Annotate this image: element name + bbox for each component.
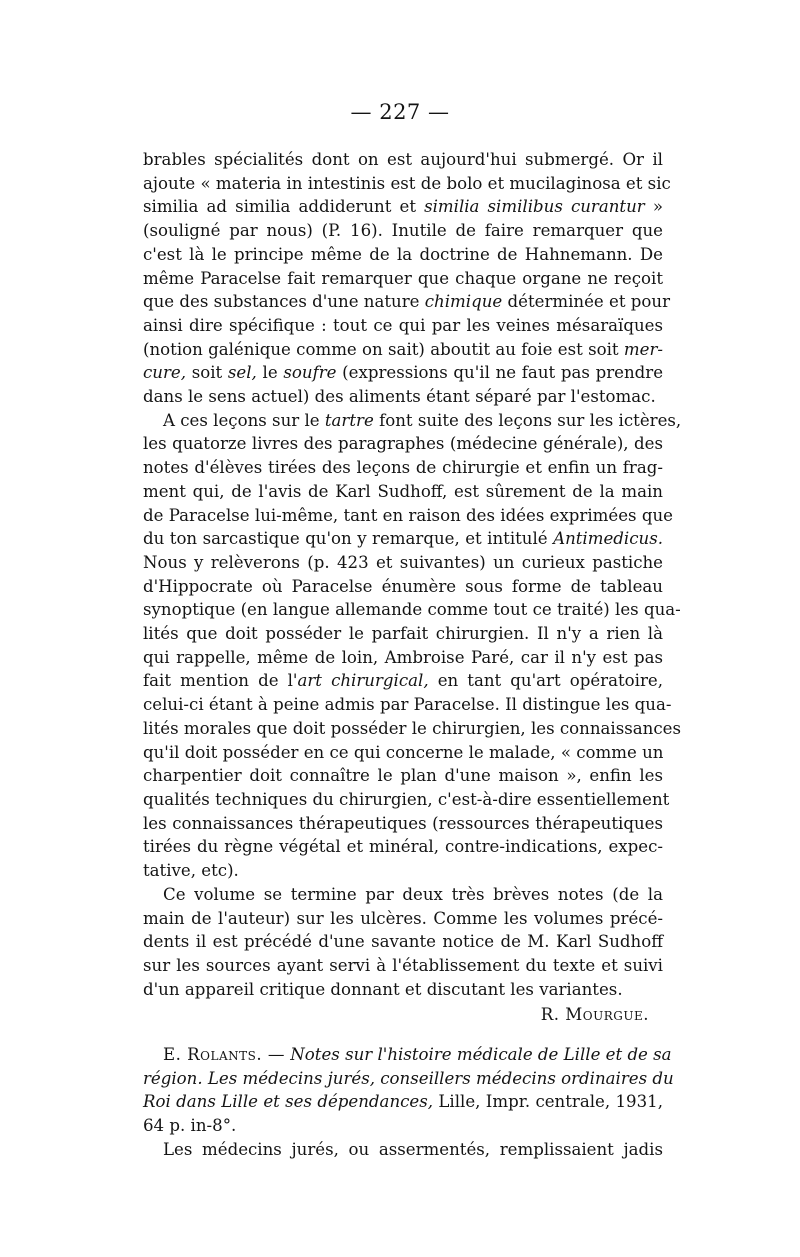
text-span: similia ad similia addiderunt et — [143, 197, 416, 217]
text-line: ajoute « materia in intestinis est de bolo et mucilaginosa et sic — [143, 173, 671, 193]
text-line: main de l'auteur) sur les ulcères. Comme les volumes précé- — [143, 908, 663, 928]
text-line: qu'il doit posséder en ce qui concerne le malade, « comme un — [143, 742, 664, 762]
paragraph — [143, 409, 682, 883]
text-line: (souligné par nous) (P. 16). Inutile de faire remarquer que — [143, 221, 663, 241]
italic-span: tartre — [324, 410, 374, 430]
text-line — [143, 195, 663, 219]
text-line — [143, 338, 663, 362]
italic-span: soufre — [283, 363, 337, 383]
text-line: Nous y relèverons (p. 423 et suivantes) un curieux pastiche — [143, 552, 663, 572]
text-line: même Paracelse fait remarquer que chaque organe ne reçoit — [143, 268, 663, 288]
text-line: ment qui, de l'avis de Karl Sudhoff, est sûrement de la main — [143, 481, 663, 501]
text-line: qui rappelle, même de loin, Ambroise Paré, car il n'y est pas — [143, 647, 663, 667]
italic-span: sel, — [227, 363, 257, 383]
text-line: celui-ci étant à peine admis par Paracelse. Il distingue les qua- — [143, 695, 672, 715]
text-line: charpentier doit connaître le plan d'une maison », enfin les — [143, 766, 663, 786]
text-line: dents il est précédé d'une savante notice de M. Karl Sudhoff — [143, 932, 663, 952]
author-name: E. Rolants. — — [163, 1045, 285, 1065]
text-line — [143, 409, 682, 433]
text-line: synoptique (en langue allemande comme tout ce traité) les qua- — [143, 600, 681, 620]
signature: R. Mourgue. — [540, 1005, 649, 1025]
text-line: lités morales que doit posséder le chirurgien, les connaissances — [143, 718, 681, 738]
text-span: que des substances d'une nature — [143, 292, 420, 312]
text-line — [143, 1067, 674, 1091]
text-line: notes d'élèves tirées des leçons de chirurgie et enfin un frag- — [143, 458, 663, 478]
text-line — [143, 669, 663, 693]
text-line — [143, 1090, 663, 1114]
text-line — [143, 1043, 672, 1067]
text-span: font suite des leçons sur les ictères, — [379, 410, 682, 430]
paragraph — [143, 148, 671, 409]
text-span: soit — [191, 363, 223, 383]
italic-span: Antimedicus. — [553, 529, 663, 549]
italic-span: cure, — [143, 363, 187, 383]
text-line: de Paracelse lui-même, tant en raison des idées exprimées que — [143, 505, 673, 525]
paragraph — [143, 883, 663, 1002]
text-line: tirées du règne végétal et minéral, contre-indications, expec- — [143, 837, 663, 857]
text-span: du ton sarcastique qu'on y remarque, et intitulé — [143, 529, 548, 549]
text-span: fait mention de l' — [143, 671, 298, 691]
text-line: lités que doit posséder le parfait chirurgien. Il n'y a rien là — [143, 624, 663, 644]
text-line: brables spécialités dont on est aujourd'hui submergé. Or il — [143, 150, 663, 169]
body-text — [143, 148, 682, 1162]
italic-span: région. Les médecins jurés, conseillers médecins ordinaires du — [143, 1068, 674, 1088]
text-line — [143, 527, 663, 551]
text-span: Lille, Impr. centrale, 1931, — [438, 1092, 663, 1112]
text-span: en tant qu'art opératoire, — [437, 671, 663, 691]
text-span: déterminée et pour — [507, 292, 671, 312]
text-line: d'un appareil critique donnant et discutant les variantes. — [143, 979, 623, 999]
italic-span: similia similibus curantur — [424, 197, 645, 217]
text-line: qualités techniques du chirurgien, c'est-à-dire essentiellement — [143, 789, 670, 809]
text-span: A ces leçons sur le — [163, 410, 320, 430]
text-line: Ce volume se termine par deux très brèves notes (de la — [163, 884, 663, 904]
text-line: 64 p. in-8°. — [143, 1116, 237, 1136]
text-line: c'est là le principe même de la doctrine de Hahnemann. De — [143, 244, 663, 264]
text-span: le — [262, 363, 278, 383]
italic-span: mer- — [623, 339, 664, 359]
italic-span: Notes sur l'histoire médicale de Lille et de sa — [290, 1045, 672, 1065]
italic-span: chimique — [424, 292, 503, 312]
text-line: tative, etc). — [143, 861, 239, 881]
text-line — [143, 290, 671, 314]
text-line: Les médecins jurés, ou assermentés, remplissaient jadis — [163, 1139, 663, 1159]
italic-span: Roi dans Lille et ses dépendances, — [143, 1092, 434, 1112]
text-span: (expressions qu'il ne faut pas prendre — [342, 363, 664, 383]
text-span: (notion galénique comme on sait) aboutit au foie est soit — [143, 339, 619, 359]
bibliographic-reference — [143, 1043, 674, 1138]
text-line: dans le sens actuel) des aliments étant séparé par l'estomac. — [143, 387, 656, 407]
text-line: ainsi dire spécifique : tout ce qui par les veines mésaraïques — [143, 315, 663, 335]
text-line: les connaissances thérapeutiques (ressources thérapeutiques — [143, 813, 663, 833]
paragraph — [143, 1138, 663, 1162]
page-number: — 227 — — [350, 100, 450, 124]
italic-span: art chirurgical, — [297, 671, 429, 691]
text-line: les quatorze livres des paragraphes (médecine générale), des — [143, 434, 663, 454]
text-line — [143, 361, 663, 385]
text-line: sur les sources ayant servi à l'établissement du texte et suivi — [143, 955, 663, 975]
text-span: » — [652, 197, 663, 217]
text-line: d'Hippocrate où Paracelse énumère sous forme de tableau — [143, 576, 663, 596]
